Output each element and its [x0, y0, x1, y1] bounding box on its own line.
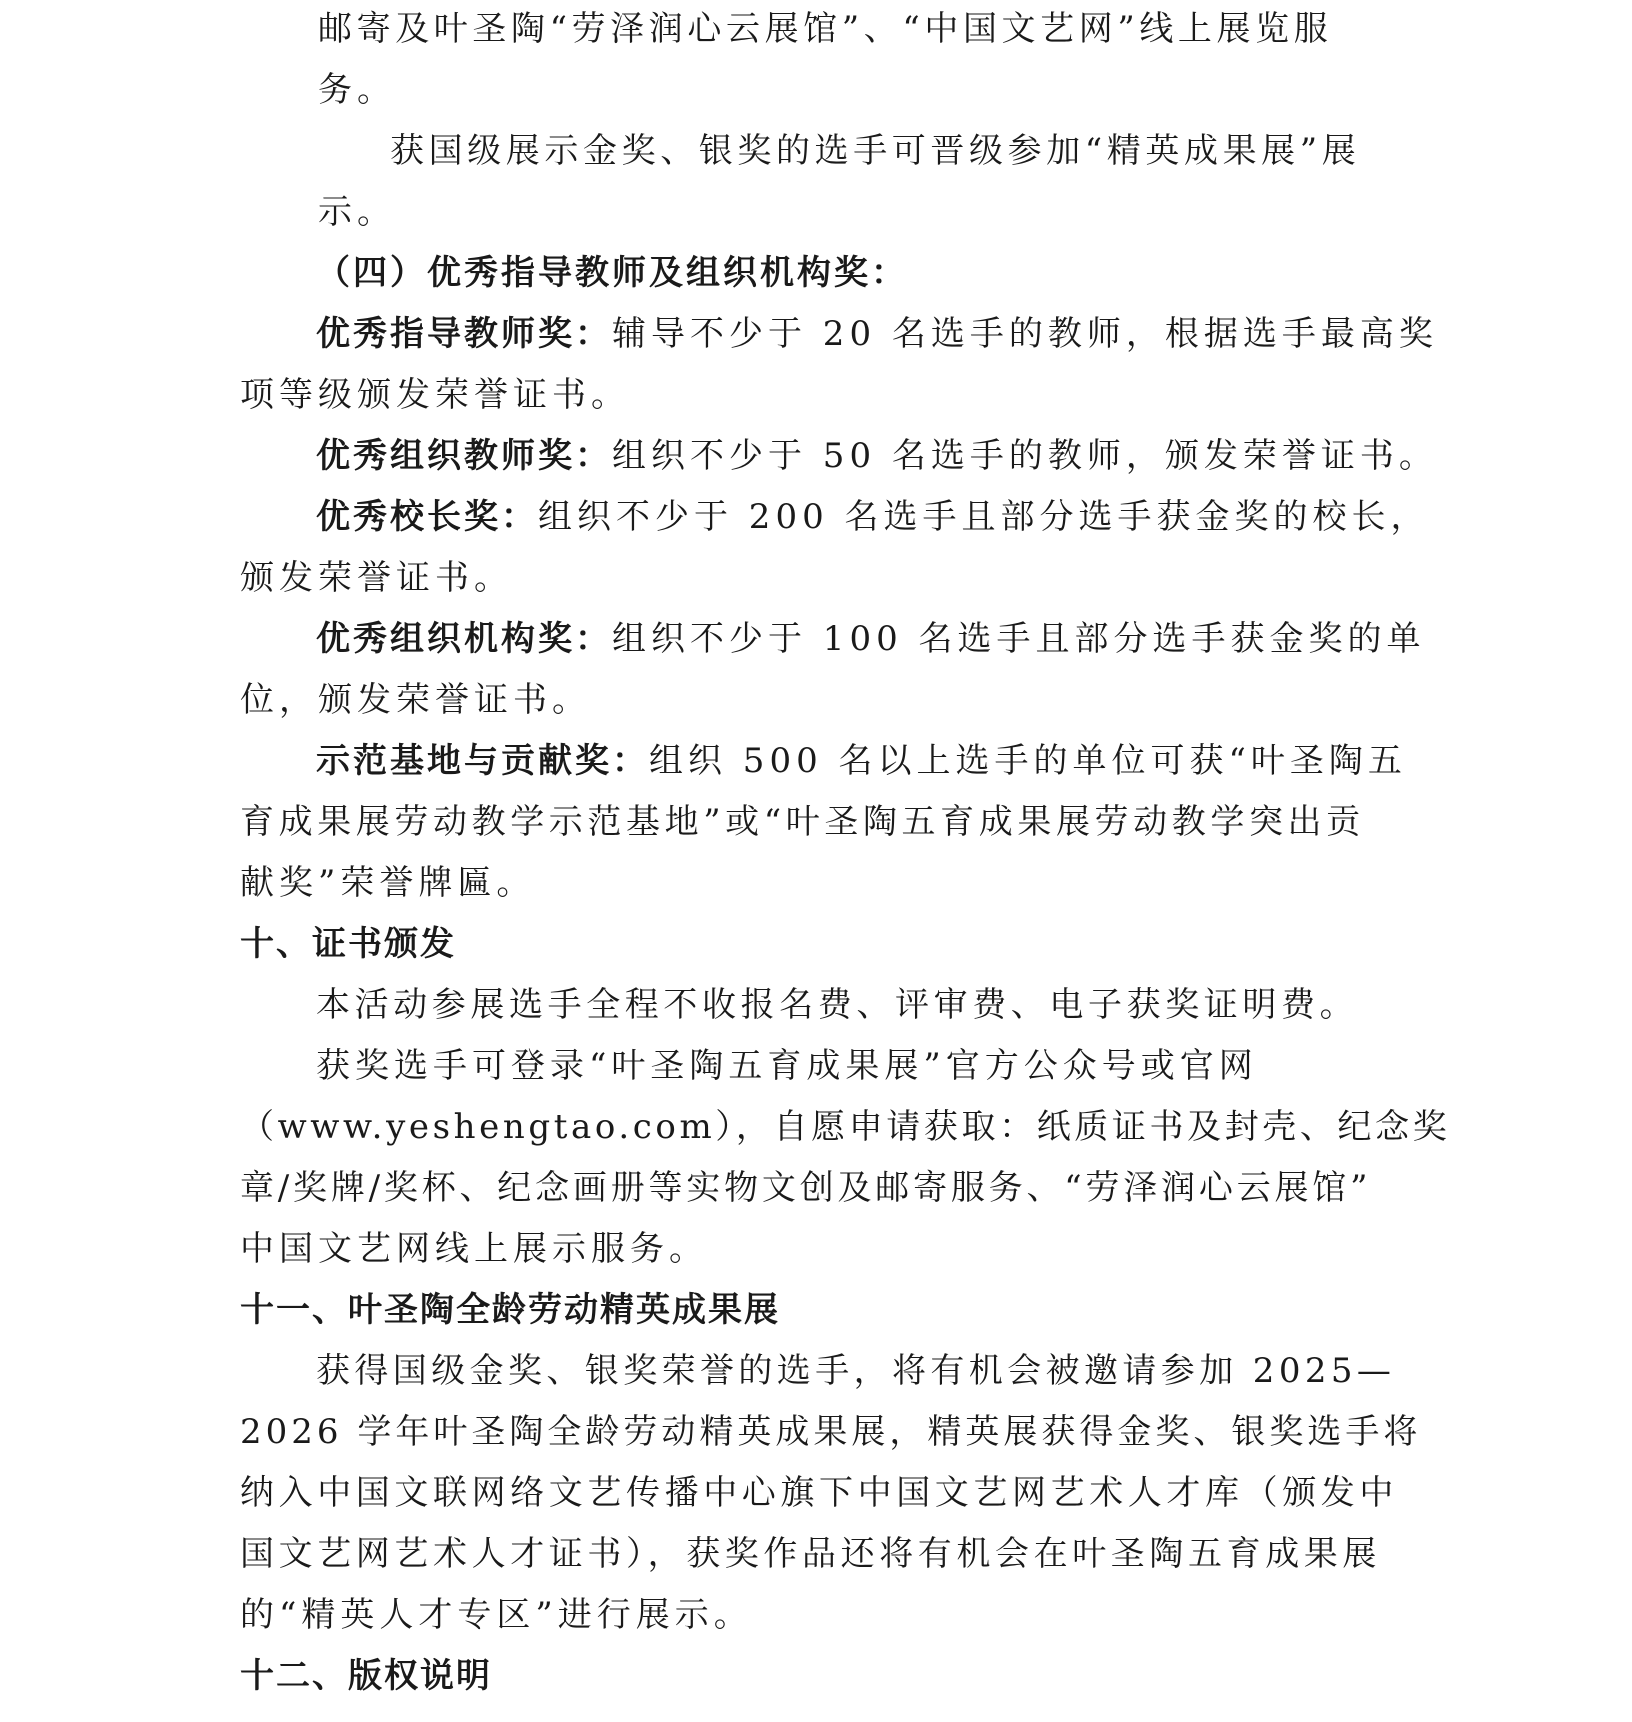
org-teacher-award-label: 优秀组织教师奖： — [316, 436, 612, 476]
teacher-award-line-2: 项等级颁发荣誉证书。 — [240, 375, 630, 415]
base-award-line-1 — [316, 739, 1407, 783]
org-teacher-award-line — [316, 434, 1438, 478]
section-11-paragraph-line-1: 获得国级金奖、银奖荣誉的选手，将有机会被邀请参加 2025— — [316, 1351, 1396, 1391]
principal-award-line-2: 颁发荣誉证书。 — [240, 558, 513, 598]
principal-award-line-1 — [316, 495, 1430, 539]
section-10-heading: 十、证书颁发 — [240, 924, 456, 964]
intro-line-2: 务。 — [318, 70, 396, 110]
organization-award-text: 组织不少于 100 名选手且部分选手获金奖的单 — [612, 619, 1426, 659]
organization-award-label: 优秀组织机构奖： — [316, 619, 612, 659]
teacher-award-label: 优秀指导教师奖： — [316, 314, 612, 354]
section-10-paragraph-2-line-2: （www.yeshengtao.com），自愿申请获取：纸质证书及封壳、纪念奖 — [240, 1107, 1451, 1147]
section-12-heading: 十二、版权说明 — [240, 1656, 492, 1696]
base-award-text: 组织 500 名以上选手的单位可获“叶圣陶五 — [649, 741, 1407, 781]
teacher-award-line-1 — [316, 312, 1438, 356]
base-award-line-2: 育成果展劳动教学示范基地”或“叶圣陶五育成果展劳动教学突出贡 — [240, 802, 1365, 842]
section-11-paragraph-line-3: 纳入中国文联网络文艺传播中心旗下中国文艺网艺术人才库（颁发中 — [240, 1473, 1398, 1513]
base-award-label: 示范基地与贡献奖： — [316, 741, 649, 781]
section-10-paragraph-2-line-4: 中国文艺网线上展示服务。 — [240, 1229, 708, 1269]
intro-line-4: 示。 — [318, 192, 396, 232]
intro-line-3: 获国级展示金奖、银奖的选手可晋级参加“精英成果展”展 — [390, 131, 1361, 171]
section-10-paragraph-1: 本活动参展选手全程不收报名费、评审费、电子获奖证明费。 — [316, 985, 1359, 1025]
section-11-paragraph-line-5: 的“精英人才专区”进行展示。 — [240, 1595, 753, 1635]
organization-award-line-1 — [316, 617, 1426, 661]
org-teacher-award-text: 组织不少于 50 名选手的教师，颁发荣誉证书。 — [612, 436, 1438, 476]
teacher-award-text: 辅导不少于 20 名选手的教师，根据选手最高奖 — [612, 314, 1438, 354]
principal-award-text: 组织不少于 200 名选手且部分选手获金奖的校长， — [538, 497, 1430, 537]
section-11-paragraph-line-4: 国文艺网艺术人才证书），获奖作品还将有机会在叶圣陶五育成果展 — [240, 1534, 1381, 1574]
section-4-title: （四）优秀指导教师及组织机构奖： — [316, 253, 908, 293]
section-10-paragraph-2-line-3: 章/奖牌/奖杯、纪念画册等实物文创及邮寄服务、“劳泽润心云展馆” — [240, 1168, 1372, 1208]
organization-award-line-2: 位，颁发荣誉证书。 — [240, 680, 591, 720]
principal-award-label: 优秀校长奖： — [316, 497, 538, 537]
section-10-paragraph-2-line-1: 获奖选手可登录“叶圣陶五育成果展”官方公众号或官网 — [316, 1046, 1258, 1086]
base-award-line-3: 献奖”荣誉牌匾。 — [240, 863, 536, 903]
section-11-heading: 十一、叶圣陶全龄劳动精英成果展 — [240, 1290, 780, 1330]
section-11-paragraph-line-2: 2026 学年叶圣陶全龄劳动精英成果展，精英展获得金奖、银奖选手将 — [240, 1412, 1422, 1452]
intro-line-1: 邮寄及叶圣陶“劳泽润心云展馆”、“中国文艺网”线上展览服 — [318, 9, 1333, 49]
